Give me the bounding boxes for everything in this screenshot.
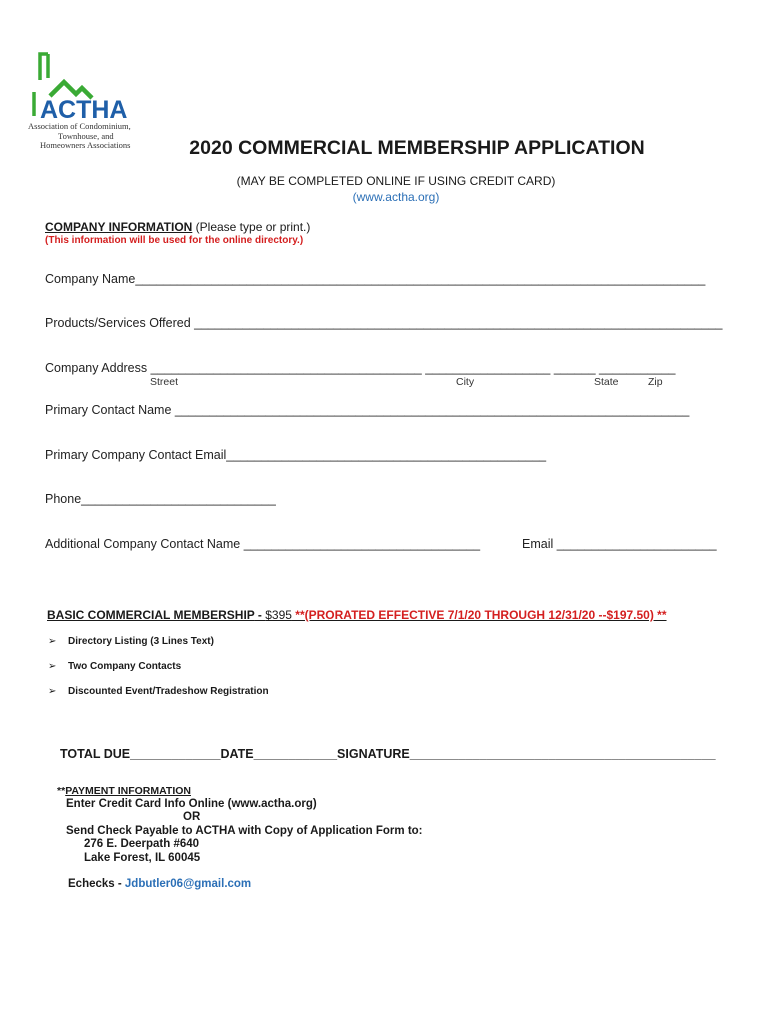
payment-online-line: Enter Credit Card Info Online (www.actha.org) — [66, 798, 317, 810]
directory-note: (This information will be used for the online directory.) — [45, 235, 304, 246]
street-label: Street — [150, 376, 179, 388]
additional-contact-email-field[interactable]: Email _______________________ — [522, 537, 717, 551]
echecks-email-link[interactable]: Jdbutler06@gmail.com — [124, 878, 252, 890]
payment-heading: **PAYMENT INFORMATION — [57, 785, 191, 797]
company-address-field[interactable]: Company Address _______________________________________ __________________ ______ ___________ — [45, 361, 676, 375]
benefit-item: ➢ Discounted Event/Tradeshow Registration — [48, 686, 269, 697]
website-link[interactable]: (www.actha.org) — [352, 190, 440, 204]
phone-field[interactable]: Phone____________________________ — [45, 492, 276, 506]
payment-or: OR — [183, 811, 201, 823]
arrow-bullet-icon: ➢ — [48, 661, 57, 672]
benefit-item: ➢ Two Company Contacts — [48, 661, 182, 672]
state-label: State — [594, 376, 619, 388]
additional-contact-name-field[interactable]: Additional Company Contact Name __________________________________ — [45, 537, 481, 551]
company-info-heading: COMPANY INFORMATION (Please type or print.) — [45, 220, 311, 234]
zip-label: Zip — [648, 376, 663, 388]
membership-heading: BASIC COMMERCIAL MEMBERSHIP - $395 **(PRORATED EFFECTIVE 7/1/20 THROUGH 12/31/20 --$197.50) ** — [47, 608, 667, 622]
payment-address-line1: 276 E. Deerpath #640 — [84, 838, 200, 850]
payment-address-line2: Lake Forest, IL 60045 — [84, 852, 201, 864]
products-services-field[interactable]: Products/Services Offered ____________________________________________________________________________ — [45, 316, 723, 330]
primary-contact-email-field[interactable]: Primary Company Contact Email______________________________________________ — [45, 448, 547, 462]
logo-acronym: ACTHA — [40, 96, 128, 124]
arrow-bullet-icon: ➢ — [48, 686, 57, 697]
payment-check-line: Send Check Payable to ACTHA with Copy of Application Form to: — [66, 825, 423, 837]
benefit-item: ➢ Directory Listing (3 Lines Text) — [48, 636, 214, 647]
company-name-field[interactable]: Company Name__________________________________________________________________________________ — [45, 272, 706, 286]
city-label: City — [456, 376, 475, 388]
echecks-line: Echecks - Jdbutler06@gmail.com — [68, 878, 252, 890]
page-subtitle: (MAY BE COMPLETED ONLINE IF USING CREDIT CARD) — [236, 174, 556, 188]
total-date-signature-row[interactable]: TOTAL DUE_____________DATE____________SIGNATURE____________________________________________ — [60, 747, 716, 761]
logo-association-name: Association of Condominium, Townhouse, and Homeowners Associations — [28, 121, 131, 150]
page-title: 2020 COMMERCIAL MEMBERSHIP APPLICATION — [189, 137, 645, 159]
primary-contact-name-field[interactable]: Primary Contact Name __________________________________________________________________________ — [45, 403, 690, 417]
arrow-bullet-icon: ➢ — [48, 636, 57, 647]
